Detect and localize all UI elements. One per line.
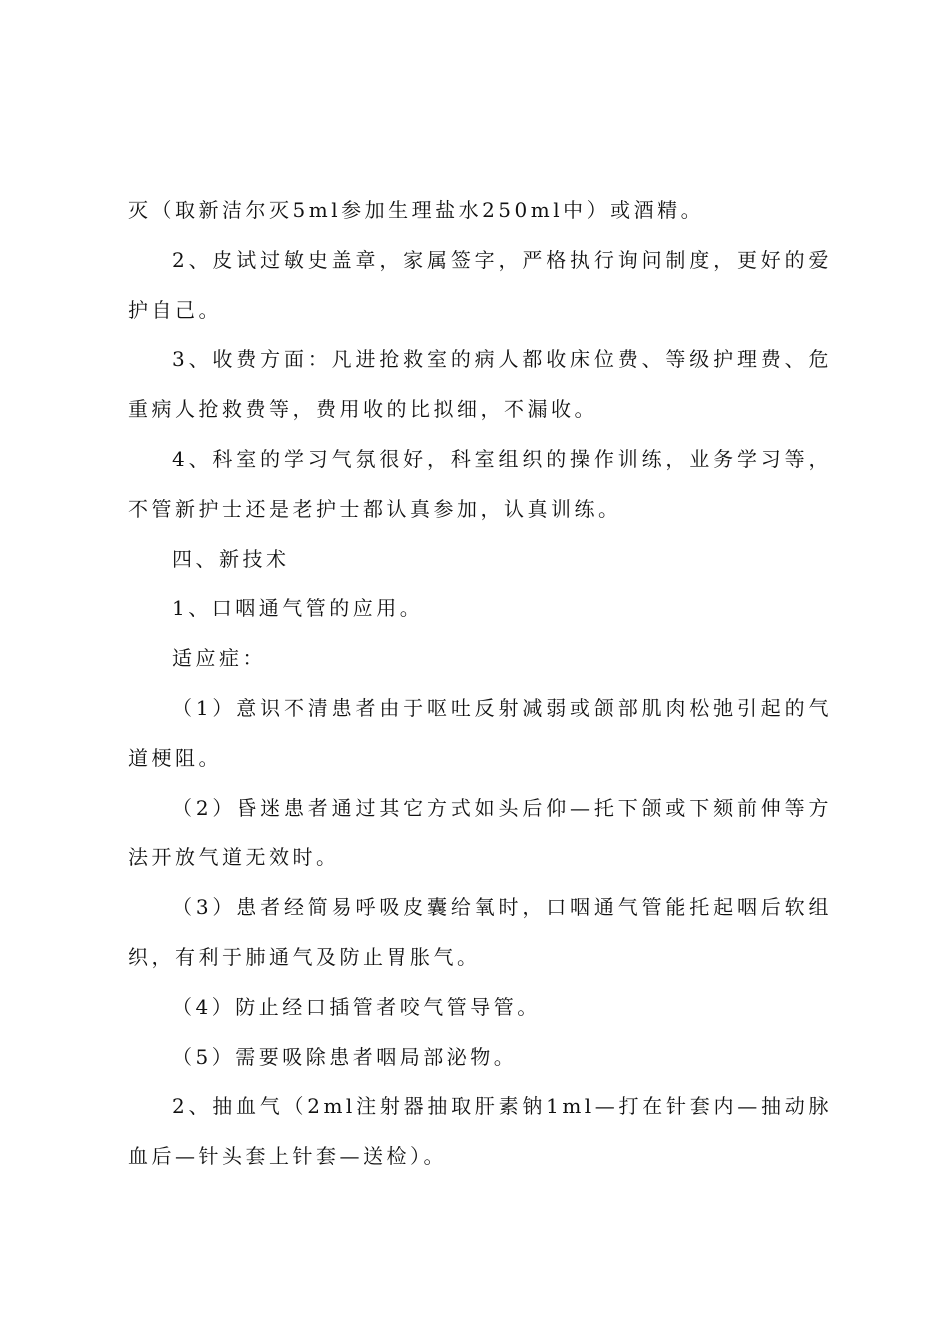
paragraph-continuation: 灭（取新洁尔灭5ml参加生理盐水250ml中）或酒精。 <box>128 198 705 222</box>
paragraph-item-3: 3、收费方面：凡进抢救室的病人都收床位费、等级护理费、危重病人抢救费等，费用收的比拟细，不漏收。 <box>128 347 832 422</box>
indication-item-2: （2）昏迷患者通过其它方式如头后仰—托下颌或下颏前伸等方法开放气道无效时。 <box>128 795 832 870</box>
paragraph-item-2: 2、皮试过敏史盖章，家属签字，严格执行询问制度，更好的爱护自己。 <box>128 247 832 322</box>
subsection-heading: 1、口咽通气管的应用。 <box>172 596 424 621</box>
document-body <box>128 186 832 1182</box>
paragraph-item-4: 4、科室的学习气氛很好，科室组织的操作训练，业务学习等，不管新护士还是老护士都认真参加，认真训练。 <box>128 446 832 521</box>
section-heading: 四、新技术 <box>172 546 290 571</box>
indication-item-4: （4）防止经口插管者咬气管导管。 <box>172 994 541 1019</box>
subsection-item-2: 2、抽血气（2ml注射器抽取肝素钠1ml—打在针套内—抽动脉血后—针头套上针套—送检）。 <box>128 1094 832 1169</box>
indication-item-3: （3）患者经简易呼吸皮囊给氧时，口咽通气管能托起咽后软组织，有利于肺通气及防止胃胀气。 <box>128 895 832 969</box>
indication-item-5: （5）需要吸除患者咽局部泌物。 <box>172 1044 518 1069</box>
indications-label: 适应症： <box>172 646 266 671</box>
indication-item-1: （1）意识不清患者由于呕吐反射减弱或颌部肌肉松弛引起的气道梗阻。 <box>128 695 832 770</box>
